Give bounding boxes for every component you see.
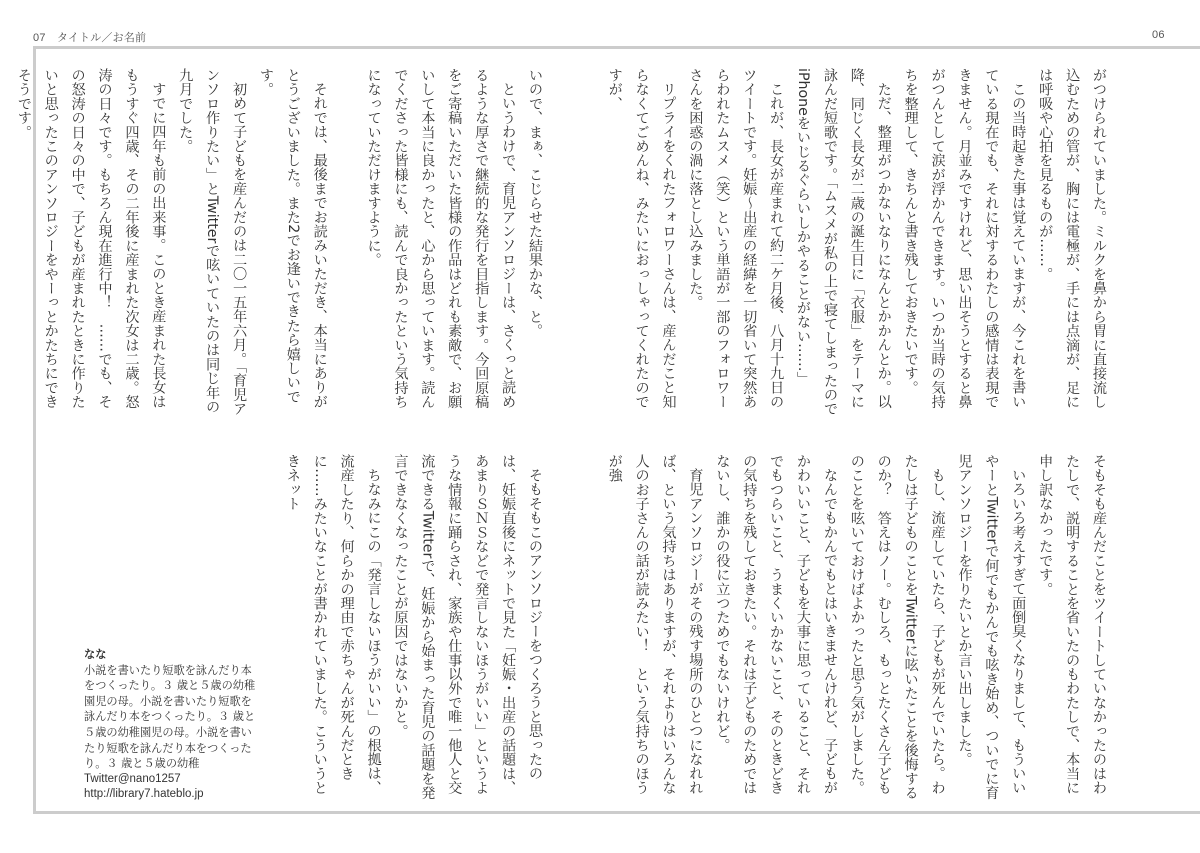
left-page-lower-text (284, 454, 548, 804)
right-page-lower-text (592, 454, 1112, 804)
paragraph: そもそも産んだことをツイートしていなかったのはわたしで、説明することを省いたのもわたしで、本当に申し訳なかったです。 (1037, 454, 1107, 795)
paragraph: リプライをくれたフォロワーさんは、産んだこと知らなくてごめんね、みたいにおっしゃってくれたのですが、 (606, 68, 677, 409)
paragraph: それでは、最後までお読みいただき、本当にありがとうございました。また2でお逢いできたら嬉しいです。 (257, 68, 328, 409)
paragraph: ただ、整理がつかないなりになんとかかんとか。以降、同じく長女が二歳の誕生日に「衣服」をテーマに詠んだ短歌です。「ムスメが私の上で寝てしまったのでiPhoneをいじるぐらいしかやることがない……」 (795, 68, 892, 416)
author-bio-line: 小説を書いたり短歌を詠んだり本 (84, 663, 252, 677)
author-bio-line: 詠んだり本をつくったり。３ 歳と (84, 710, 256, 724)
author-twitter: Twitter@nano1257 (84, 772, 181, 785)
paragraph: 育児アンソロジーがその残す場所のひとつになれれば、という気持ちはありますが、それよりはいろんな人のお子さんの話が読みたい！ という気持ちのほうが強 (606, 454, 704, 795)
paragraph: すでに四年も前の出来事。このとき産まれた長女はもうすぐ四歳、その二年後に産まれた次女は二歳。怒涛の日々です。もちろん現在進行中！ ……でも、その怒涛の日々の中で、子どもが産まれたときに作りたいと思ったこのアンソロジーをやーっとかたちにできそうです。 (15, 68, 167, 409)
paragraph: がつけられていました。ミルクを鼻から胃に直接流し込むための管が、胸には電極が、手には点滴が、足には呼吸や心拍を見るものが……。 (1037, 68, 1107, 409)
paragraph: いので、まぁ、こじらせた結果かな、と。 (527, 68, 543, 338)
paragraph: もし、流産していたら、子どもが死んでいたら。わたしは子どものことをTwitterに呟いたことを後悔するのか？ 答えはノー。むしろ、もっとたくさん子どものことを呟いておけばよかったと思う気がしました。 (848, 454, 946, 800)
right-page-upper-text (592, 68, 1112, 418)
author-url: http://library7.hateblo.jp (84, 788, 204, 801)
paragraph: なんでもかんでもとはいきませんけれど、子どもがかわいいこと、子どもを大事に思っていること、それでもつらいこと、うまくいかないこと、そのときどきの気持ちを残しておきたい。それは子どものためではないし、誰かの役に立つためでもないけれど。 (714, 454, 838, 795)
author-bio-line: 園児の母。小説を書いたり短歌を (84, 694, 252, 708)
paragraph: この当時起きた事は覚えていますが、今これを書いている現在でも、それに対するわたしの感情は表現できません。月並みですけれど、思い出そうとすると鼻がつんとして涙が浮かんできます。いつか当時の気持ちを整理して、きちんと書き残しておきたいです。 (902, 68, 1027, 409)
paragraph: というわけで、育児アンソロジーは、さくっと読めるような厚さで継続的な発行を目指します。今回原稿をご寄稿いただいた皆様の作品はどれも素敵で、お願いして本当に良かったと、心から思っています。読んでくださった皆様にも、読んで良かったという気持ちになっていただけますように。 (365, 68, 517, 409)
paragraph: いろいろ考えすぎて面倒臭くなりまして、もういいやーとTwitterで何でもかんでも呟き始め、ついでに育児アンソロジーを作りたいとか言い出しました。 (956, 454, 1027, 800)
author-bio-line: ５歳の幼稚園児の母。小説を書い (84, 725, 252, 739)
author-name: なな (84, 648, 107, 661)
running-head-title: 07 タイトル／お名前 (33, 32, 147, 44)
paragraph: ちなみにこの「発言しないほうがいい」の根拠は、流産したり、何らかの理由で赤ちゃんが死んだときに……みたいなことが書かれていました。こういうときネット (284, 454, 382, 795)
author-bio-line: たり短歌を詠んだり本をつくった (84, 741, 252, 755)
author-bio-line: をつくったり。３ 歳と５歳の幼稚 (84, 679, 256, 693)
author-profile (84, 647, 284, 803)
paragraph: そもそもこのアンソロジーをつくろうと思ったのは、妊娠直後にネットで見た「妊娠・出産の話題は、あまりＳＮＳなどで発言しないほうがいい」というような情報に踊らされ、家族や仕事以外で唯一他人と交流できるTwitterで、妊娠から始まった育児の話題を発言できなくなったことが原因ではないかと。 (392, 454, 543, 800)
left-page-upper-text (0, 68, 548, 418)
paragraph: 初めて子どもを産んだのは二〇一五年六月。「育児アンソロ作りたい」とTwitterで呟いていたのは同じ年の九月でした。 (177, 68, 248, 416)
paragraph: これが、長女が産まれて約二ケ月後、八月十九日のツイートです。妊娠～出産の経緯を一切省いて突然あらわれたムスメ（笑）という単語が一部のフォロワーさんを困惑の渦に落とし込みました。 (687, 68, 785, 409)
author-bio-line: り。３ 歳と５歳の幼稚 (84, 757, 200, 771)
page-number: 06 (1152, 29, 1165, 41)
